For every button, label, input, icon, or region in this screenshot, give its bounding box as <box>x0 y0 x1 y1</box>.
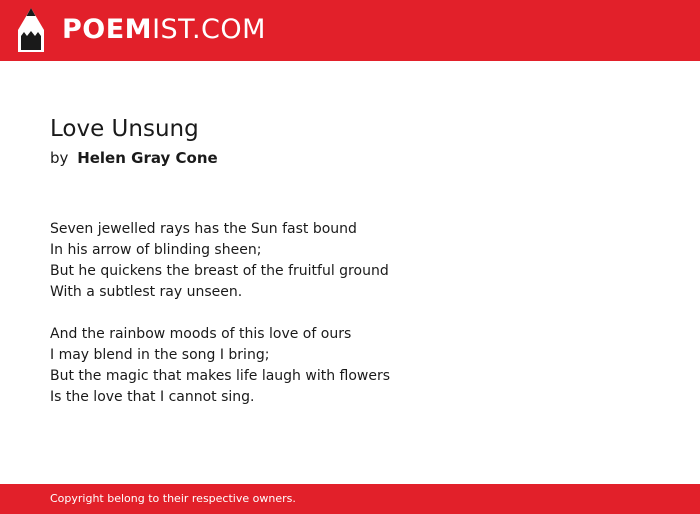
stanza <box>50 324 550 408</box>
stanza <box>50 219 550 303</box>
poem-line: Is the love that I cannot sing. <box>50 389 255 405</box>
poem-line: I may blend in the song I bring; <box>50 347 270 363</box>
logo-text-bold: POEM <box>62 14 153 45</box>
poem-line: And the rainbow moods of this love of ours <box>50 326 352 342</box>
copyright-text: Copyright belong to their respective owners. <box>50 492 296 505</box>
author-name: Helen Gray Cone <box>77 149 218 167</box>
poem-line: But the magic that makes life laugh with flowers <box>50 368 391 384</box>
by-label: by <box>50 149 69 167</box>
site-footer <box>0 484 700 514</box>
poem-line: With a subtlest ray unseen. <box>50 284 243 300</box>
poem-line: But he quickens the breast of the fruitful ground <box>50 263 389 279</box>
site-header <box>0 0 700 61</box>
logo-wordmark <box>62 8 266 52</box>
poem-body <box>50 219 550 429</box>
logo-text-light: IST.COM <box>152 14 266 45</box>
byline <box>50 149 218 167</box>
pencil-icon <box>18 8 44 52</box>
poem-line: In his arrow of blinding sheen; <box>50 242 262 258</box>
site-logo-link[interactable] <box>18 8 266 52</box>
poem-line: Seven jewelled rays has the Sun fast bound <box>50 221 357 237</box>
poem-title: Love Unsung <box>50 116 199 142</box>
